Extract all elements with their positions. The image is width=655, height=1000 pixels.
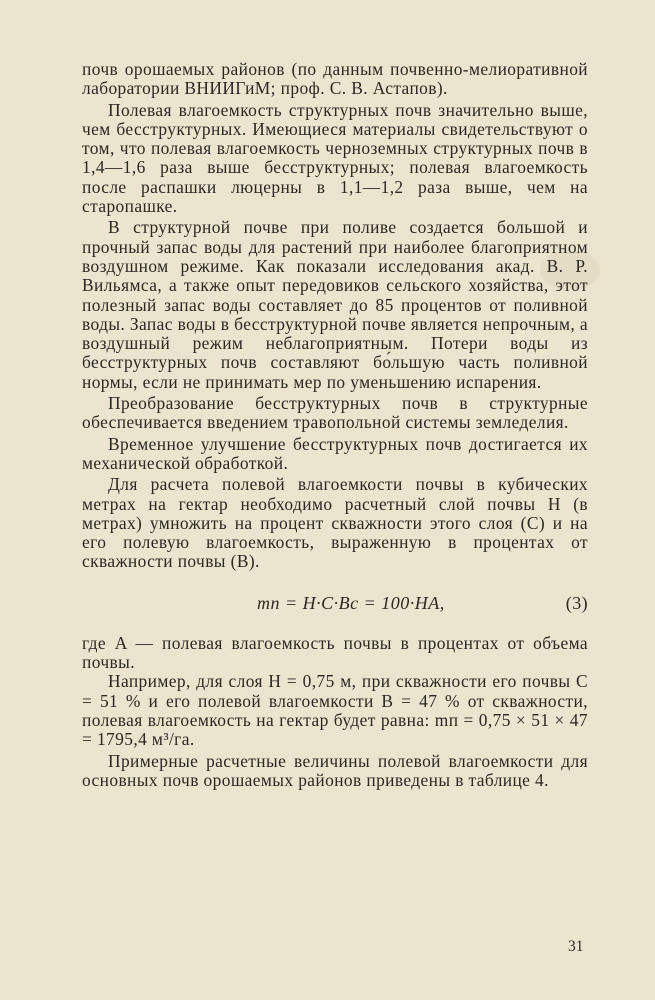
formula-3 (82, 586, 588, 626)
paragraph-temporary-improvement: Временное улучшение бесструктурных почв достигается их механической обработкой. (82, 433, 588, 473)
paragraph-transformation: Преобразование бесструктурных почв в структурные обеспечивается введением травопольной системы земледелия. (82, 393, 588, 433)
page-number: 31 (568, 938, 584, 955)
paragraph-calculation: Для расчета полевой влагоемкости почвы в кубических метрах на гектар необходимо расчетный слой почвы H (в метрах) умножить на процент скважности этого слоя (C) и на его полевую влагоемкость, выраженную в процентах от скважности почвы (B). (82, 474, 588, 572)
formula-number: (3) (565, 592, 588, 613)
paragraph-field-capacity: Полевая влагоемкость структурных почв значительно выше, чем бесструктурных. Имеющиеся материалы свидетельствуют о том, что полевая влагоемкость черноземных структурных почв в 1,4—1,6 раза выше бесструктурных; полевая влагоемкость после распашки люцерны в 1,1—1,2 раза выше, чем на старопашке. (82, 99, 588, 217)
paragraph-structured-soil: В структурной почве при поливе создается большой и прочный запас воды для растений при наиболее благоприятном воздушном режиме. Как показали исследования акад. В. Р. Вильямса, а также опыт передовиков сельского хозяйства, этот полезный запас воды составляет до 85 процентов от поливной воды. Запас воды в бесструктурной почве является непрочным, а воздушный режим неблагоприятным. Потери воды из бесструктурных почв составляют бо́льшую часть поливной нормы, если не принимать мер по уменьшению испарения. (82, 217, 588, 392)
body-text (82, 60, 588, 792)
paragraph-continuation: почв орошаемых районов (по данным почвенно-мелиоративной лаборатории ВНИИГиМ; проф. С. В. Астапов). (82, 59, 588, 99)
paragraph-table-reference: Примерные расчетные величины полевой влагоемкости для основных почв орошаемых районов приведены в таблице 4. (82, 750, 588, 790)
formula-where: где A — полевая влагоемкость почвы в процентах от объема почвы. (82, 632, 588, 673)
formula-expression: mп = H·C·Bс = 100·HA, (257, 592, 445, 613)
paragraph-example: Например, для слоя H = 0,75 м, при скважности его почвы C = 51 % и его полевой влагоемкости B = 47 % от скважности, полевая влагоемкость на гектар будет равна: mп = 0,75 × 51 × 47 = 1795,4 м³/га. (82, 671, 588, 750)
